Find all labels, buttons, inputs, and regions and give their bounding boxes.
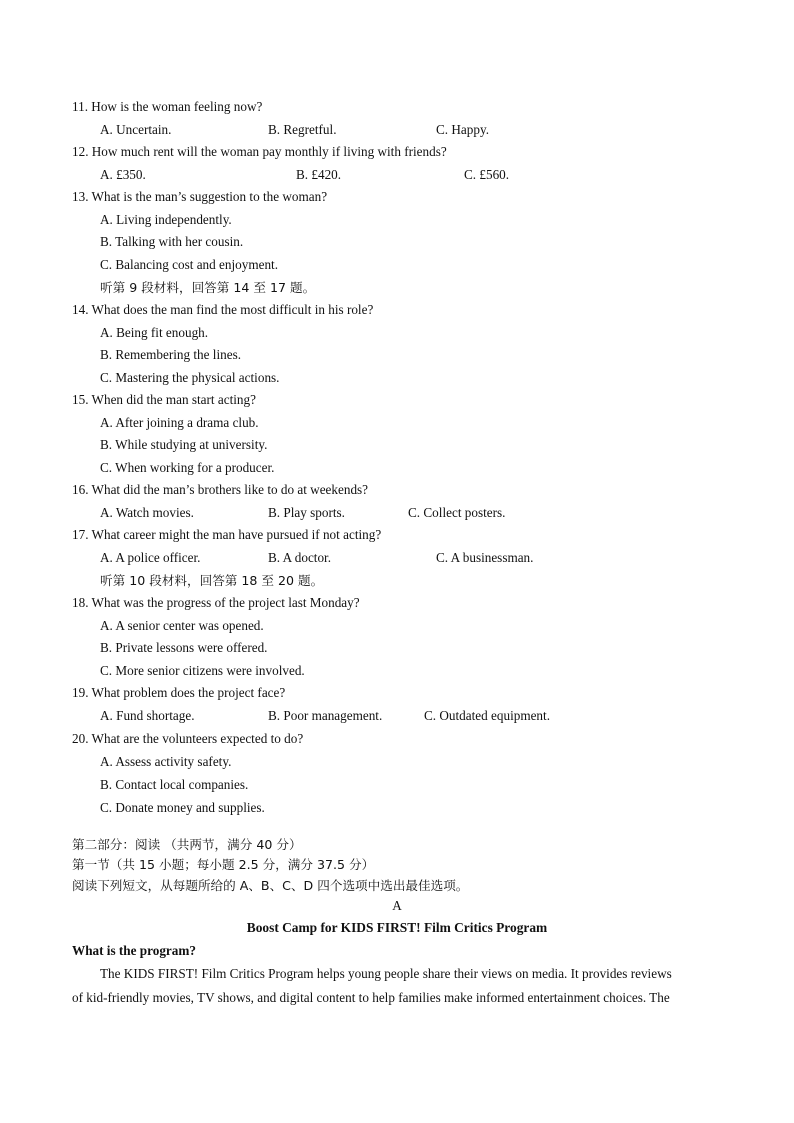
q11-option-a: A. Uncertain.	[100, 122, 172, 137]
q17-option-c: C. A businessman.	[436, 550, 534, 565]
q13-option-b: B. Talking with her cousin.	[100, 234, 244, 249]
q19-option-b: B. Poor management.	[268, 708, 383, 723]
q20-option-a: A. Assess activity safety.	[100, 754, 232, 769]
question-16: 16. What did the man’s brothers like to do at weekends?	[72, 482, 369, 497]
part2-instruction: 阅读下列短文，从每题所给的 A、B、C、D 四个选项中选出最佳选项。	[72, 878, 469, 893]
q16-option-b: B. Play sports.	[268, 505, 345, 520]
q12-option-b: B. £420.	[296, 167, 342, 182]
passage-line-2: of kid-friendly movies, TV shows, and digital content to help families make informed entertainment choices. The	[72, 990, 670, 1005]
q14-option-c: C. Mastering the physical actions.	[100, 370, 280, 385]
q14-option-a: A. Being fit enough.	[100, 325, 209, 340]
q18-option-c: C. More senior citizens were involved.	[100, 663, 305, 678]
q20-option-c: C. Donate money and supplies.	[100, 800, 265, 815]
q15-option-a: A. After joining a drama club.	[100, 415, 259, 430]
q17-option-a: A. A police officer.	[100, 550, 201, 565]
q13-option-a: A. Living independently.	[100, 212, 232, 227]
q18-option-a: A. A senior center was opened.	[100, 618, 264, 633]
q12-option-c: C. £560.	[464, 167, 510, 182]
passage-line-1: The KIDS FIRST! Film Critics Program helps young people share their views on media. It provides reviews	[100, 966, 672, 981]
q11-option-b: B. Regretful.	[268, 122, 337, 137]
q11-option-c: C. Happy.	[436, 122, 489, 137]
q15-option-c: C. When working for a producer.	[100, 460, 275, 475]
question-12: 12. How much rent will the woman pay monthly if living with friends?	[72, 144, 447, 159]
q19-option-a: A. Fund shortage.	[100, 708, 195, 723]
q16-option-a: A. Watch movies.	[100, 505, 194, 520]
passage-letter: A	[392, 898, 402, 913]
q14-option-b: B. Remembering the lines.	[100, 347, 242, 362]
question-11: 11. How is the woman feeling now?	[72, 99, 263, 114]
passage-title: Boost Camp for KIDS FIRST! Film Critics Program	[246, 920, 548, 935]
question-20: 20. What are the volunteers expected to do?	[72, 731, 304, 746]
passage-subtitle: What is the program?	[72, 943, 196, 958]
q20-option-b: B. Contact local companies.	[100, 777, 249, 792]
question-17: 17. What career might the man have pursued if not acting?	[72, 527, 382, 542]
q12-option-a: A. £350.	[100, 167, 146, 182]
q18-option-b: B. Private lessons were offered.	[100, 640, 268, 655]
q19-option-c: C. Outdated equipment.	[424, 708, 550, 723]
q13-option-c: C. Balancing cost and enjoyment.	[100, 257, 278, 272]
question-14: 14. What does the man find the most difficult in his role?	[72, 302, 374, 317]
q16-option-c: C. Collect posters.	[408, 505, 506, 520]
material-9-note: 听第 9 段材料，回答第 14 至 17 题。	[100, 280, 316, 295]
q15-option-b: B. While studying at university.	[100, 437, 268, 452]
question-18: 18. What was the progress of the project last Monday?	[72, 595, 360, 610]
question-19: 19. What problem does the project face?	[72, 685, 286, 700]
part2-heading: 第二部分：阅读 （共两节，满分 40 分）	[72, 837, 302, 852]
material-10-note: 听第 10 段材料，回答第 18 至 20 题。	[100, 573, 324, 588]
q17-option-b: B. A doctor.	[268, 550, 332, 565]
question-13: 13. What is the man’s suggestion to the woman?	[72, 189, 328, 204]
part2-subheading: 第一节（共 15 小题；每小题 2.5 分，满分 37.5 分）	[72, 857, 375, 872]
question-15: 15. When did the man start acting?	[72, 392, 256, 407]
